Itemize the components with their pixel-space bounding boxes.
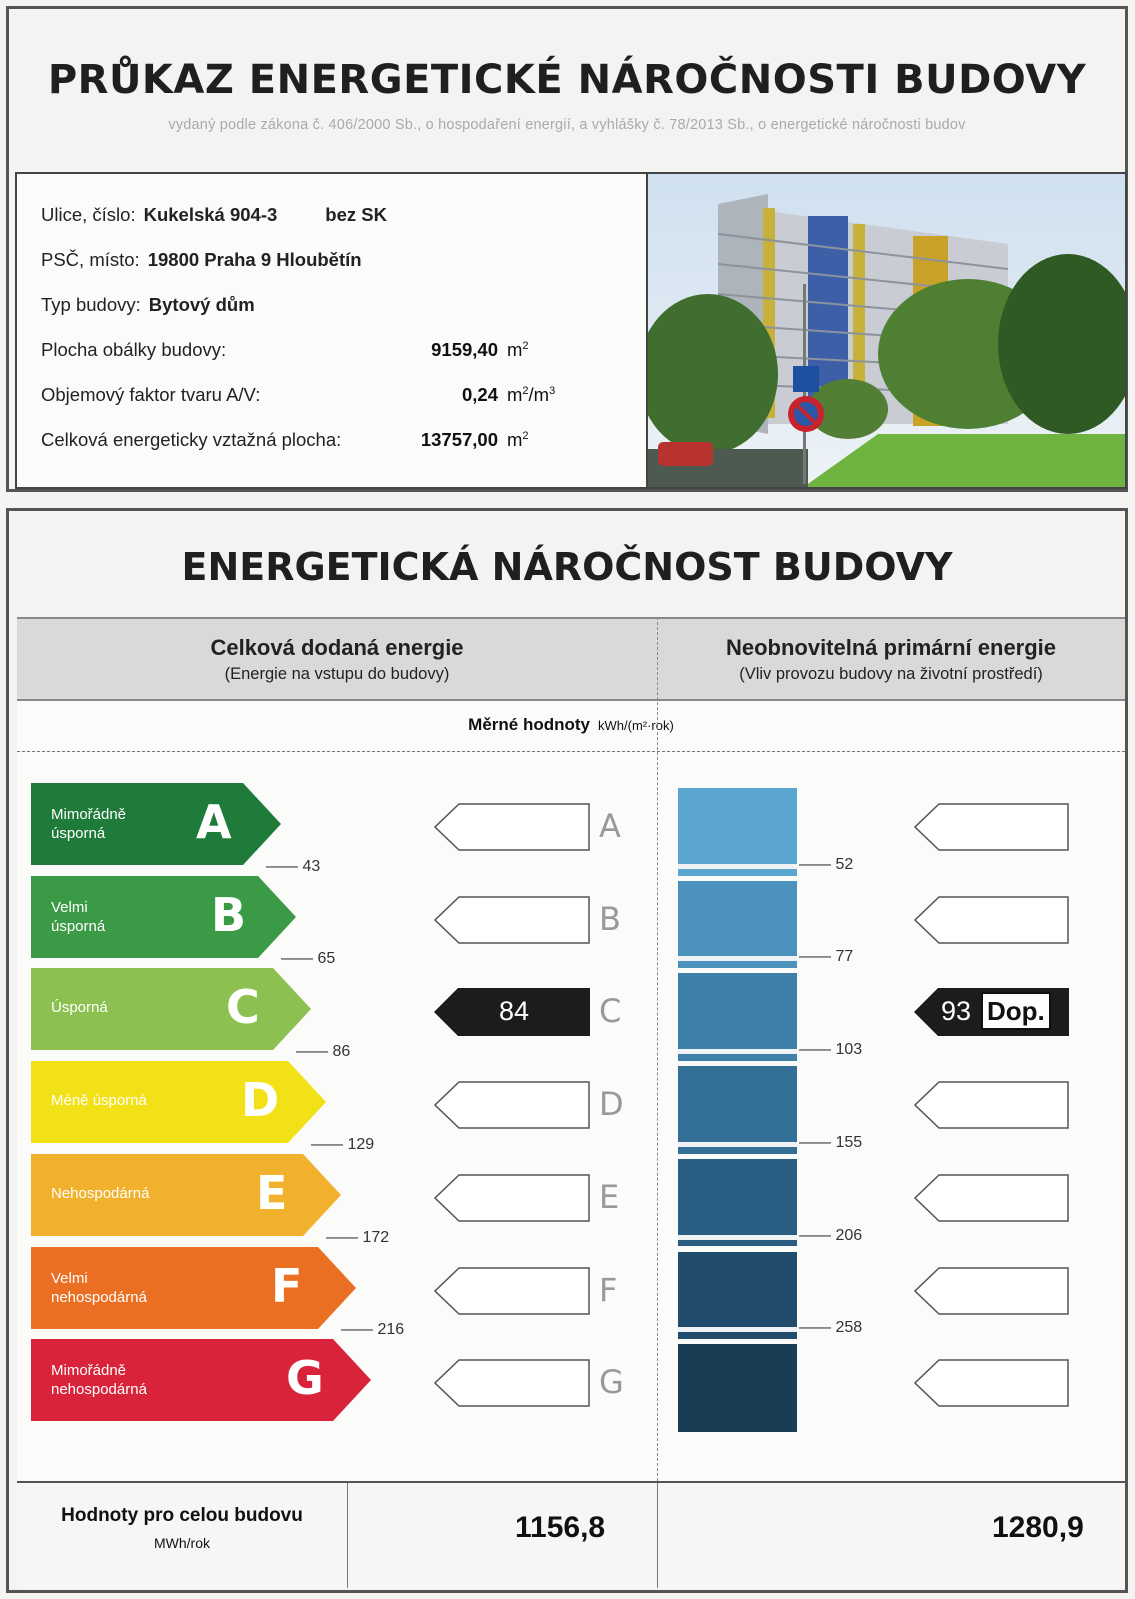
right-indicator-g	[914, 1359, 1069, 1407]
left-indicator-e	[434, 1174, 590, 1222]
blue-segment-d	[678, 1066, 797, 1154]
left-threshold: —— 216	[341, 1321, 405, 1339]
right-threshold: —— 155	[799, 1133, 863, 1151]
totals-row	[17, 1481, 1125, 1588]
left-indicator-letter-b: B	[599, 899, 621, 938]
totals-separator	[657, 1483, 658, 1588]
left-indicator-f	[434, 1267, 590, 1315]
street-extra: bez SK	[325, 204, 387, 225]
blue-gap	[678, 1142, 797, 1147]
right-threshold: —— 103	[799, 1041, 863, 1059]
left-threshold: —— 172	[326, 1228, 390, 1246]
building-photo	[646, 172, 1127, 489]
class-label-d: Méně úsporná	[51, 1092, 147, 1110]
units-title: Měrné hodnoty	[468, 715, 590, 734]
right-indicator-b	[914, 896, 1069, 944]
units-value: kWh/(m²·rok)	[598, 718, 674, 733]
blue-segment-g	[678, 1344, 797, 1432]
street-value: Kukelská 904-3	[143, 204, 278, 225]
left-column-header	[17, 617, 657, 701]
street-label: Ulice, číslo:	[41, 204, 136, 225]
right-sub: (Vliv provozu budovy na životní prostředí)	[739, 665, 1043, 683]
city-value: 19800 Praha 9 Hloubětín	[147, 249, 362, 270]
left-indicator-letter-e: E	[599, 1177, 620, 1216]
class-letter-a: A	[196, 795, 232, 849]
area-label: Celková energeticky vztažná plocha:	[41, 429, 342, 450]
building-info	[15, 172, 648, 489]
class-letter-c: C	[226, 980, 260, 1035]
class-label-f: Velmi nehospodárná	[51, 1269, 147, 1306]
city-label: PSČ, místo:	[41, 249, 140, 270]
subtitle: vydaný podle zákona č. 406/2000 Sb., o hospodaření energií, a vyhlášky č. 78/2013 Sb., o energetické náročnosti budov	[168, 117, 966, 133]
right-threshold: —— 206	[799, 1226, 863, 1244]
left-threshold: —— 65	[281, 950, 336, 968]
area-value: 13757,00	[420, 429, 498, 450]
class-letter-f: F	[271, 1258, 303, 1313]
class-label-c: Úsporná	[51, 999, 108, 1017]
left-indicator-b	[434, 896, 590, 944]
certificate-header	[6, 6, 1128, 492]
energy-section	[6, 508, 1128, 1593]
envelope-label: Plocha obálky budovy:	[41, 339, 227, 360]
right-column-header	[657, 617, 1125, 701]
left-indicator-a	[434, 803, 590, 851]
left-threshold: —— 129	[311, 1135, 375, 1153]
right-value: 93	[941, 996, 972, 1027]
class-letter-d: D	[241, 1073, 280, 1128]
class-label-a: Mimořádně úsporná	[51, 806, 127, 842]
blue-gap	[678, 1049, 797, 1054]
total-left-value: 1156,8	[515, 1511, 606, 1544]
blue-gap	[678, 956, 797, 961]
dashed-divider	[17, 751, 1125, 752]
left-indicator-letter-f: F	[599, 1270, 618, 1309]
type-value: Bytový dům	[148, 294, 255, 315]
left-indicator-letter-a: A	[599, 807, 621, 845]
envelope-unit: $m^2$	[507, 339, 529, 360]
right-head: Neobnovitelná primární energie	[725, 635, 1057, 660]
totals-separator	[347, 1483, 348, 1588]
city-row	[41, 249, 362, 271]
class-letter-e: E	[256, 1165, 288, 1220]
right-indicator-f	[914, 1267, 1069, 1315]
blue-segment-e	[678, 1159, 797, 1247]
left-indicator-letter-g: G	[599, 1363, 624, 1402]
building-photo-image	[648, 174, 1127, 489]
blue-segment-c	[678, 973, 797, 1061]
right-indicator-d	[914, 1081, 1069, 1129]
right-threshold: —— 77	[799, 948, 854, 966]
left-threshold: —— 43	[266, 857, 321, 875]
shape-unit: $m^2/m^3$	[507, 384, 556, 405]
blue-gap	[678, 1235, 797, 1240]
total-label: Hodnoty pro celou budovu	[61, 1505, 303, 1526]
type-row	[41, 294, 255, 316]
blue-segment-a	[678, 788, 797, 876]
column-divider	[657, 617, 658, 1481]
right-indicator-a	[914, 803, 1069, 851]
left-indicator-d	[434, 1081, 590, 1129]
left-head: Celková dodaná energie	[210, 635, 464, 660]
shape-label: Objemový faktor tvaru A/V:	[41, 384, 261, 405]
units-row	[17, 701, 1125, 751]
type-label: Typ budovy:	[41, 294, 141, 315]
right-threshold: —— 52	[799, 855, 854, 873]
blue-segment-f	[678, 1252, 797, 1340]
energy-title: ENERGETICKÁ NÁROČNOST BUDOVY	[181, 545, 953, 589]
total-right-value: 1280,9	[992, 1511, 1084, 1544]
left-indicator-g	[434, 1359, 590, 1407]
left-threshold: —— 86	[296, 1043, 351, 1061]
right-indicator-e	[914, 1174, 1069, 1222]
right-threshold: —— 258	[799, 1319, 863, 1337]
blue-segment-b	[678, 881, 797, 969]
shape-value: 0,24	[461, 384, 498, 405]
class-label-e: Nehospodárná	[51, 1184, 150, 1202]
class-letter-b: B	[211, 887, 247, 942]
area-unit: $m^2$	[507, 429, 529, 450]
left-indicator-letter-c: C	[599, 992, 622, 1031]
left-value: 84	[499, 996, 530, 1027]
left-indicator-letter-d: D	[599, 1085, 624, 1124]
left-sub: (Energie na vstupu do budovy)	[224, 665, 450, 683]
main-title: PRŮKAZ ENERGETICKÉ NÁROČNOSTI BUDOVY	[47, 57, 1087, 103]
envelope-value: 9159,40	[431, 339, 498, 360]
street-row	[41, 204, 387, 226]
right-value-tag: Dop.	[981, 992, 1051, 1030]
class-letter-g: G	[286, 1351, 324, 1406]
class-label-g: Mimořádně nehospodárná	[51, 1362, 147, 1399]
blue-gap	[678, 1327, 797, 1332]
class-label-b: Velmi úsporná	[51, 898, 106, 935]
blue-gap	[678, 864, 797, 869]
total-unit: MWh/rok	[154, 1535, 210, 1551]
